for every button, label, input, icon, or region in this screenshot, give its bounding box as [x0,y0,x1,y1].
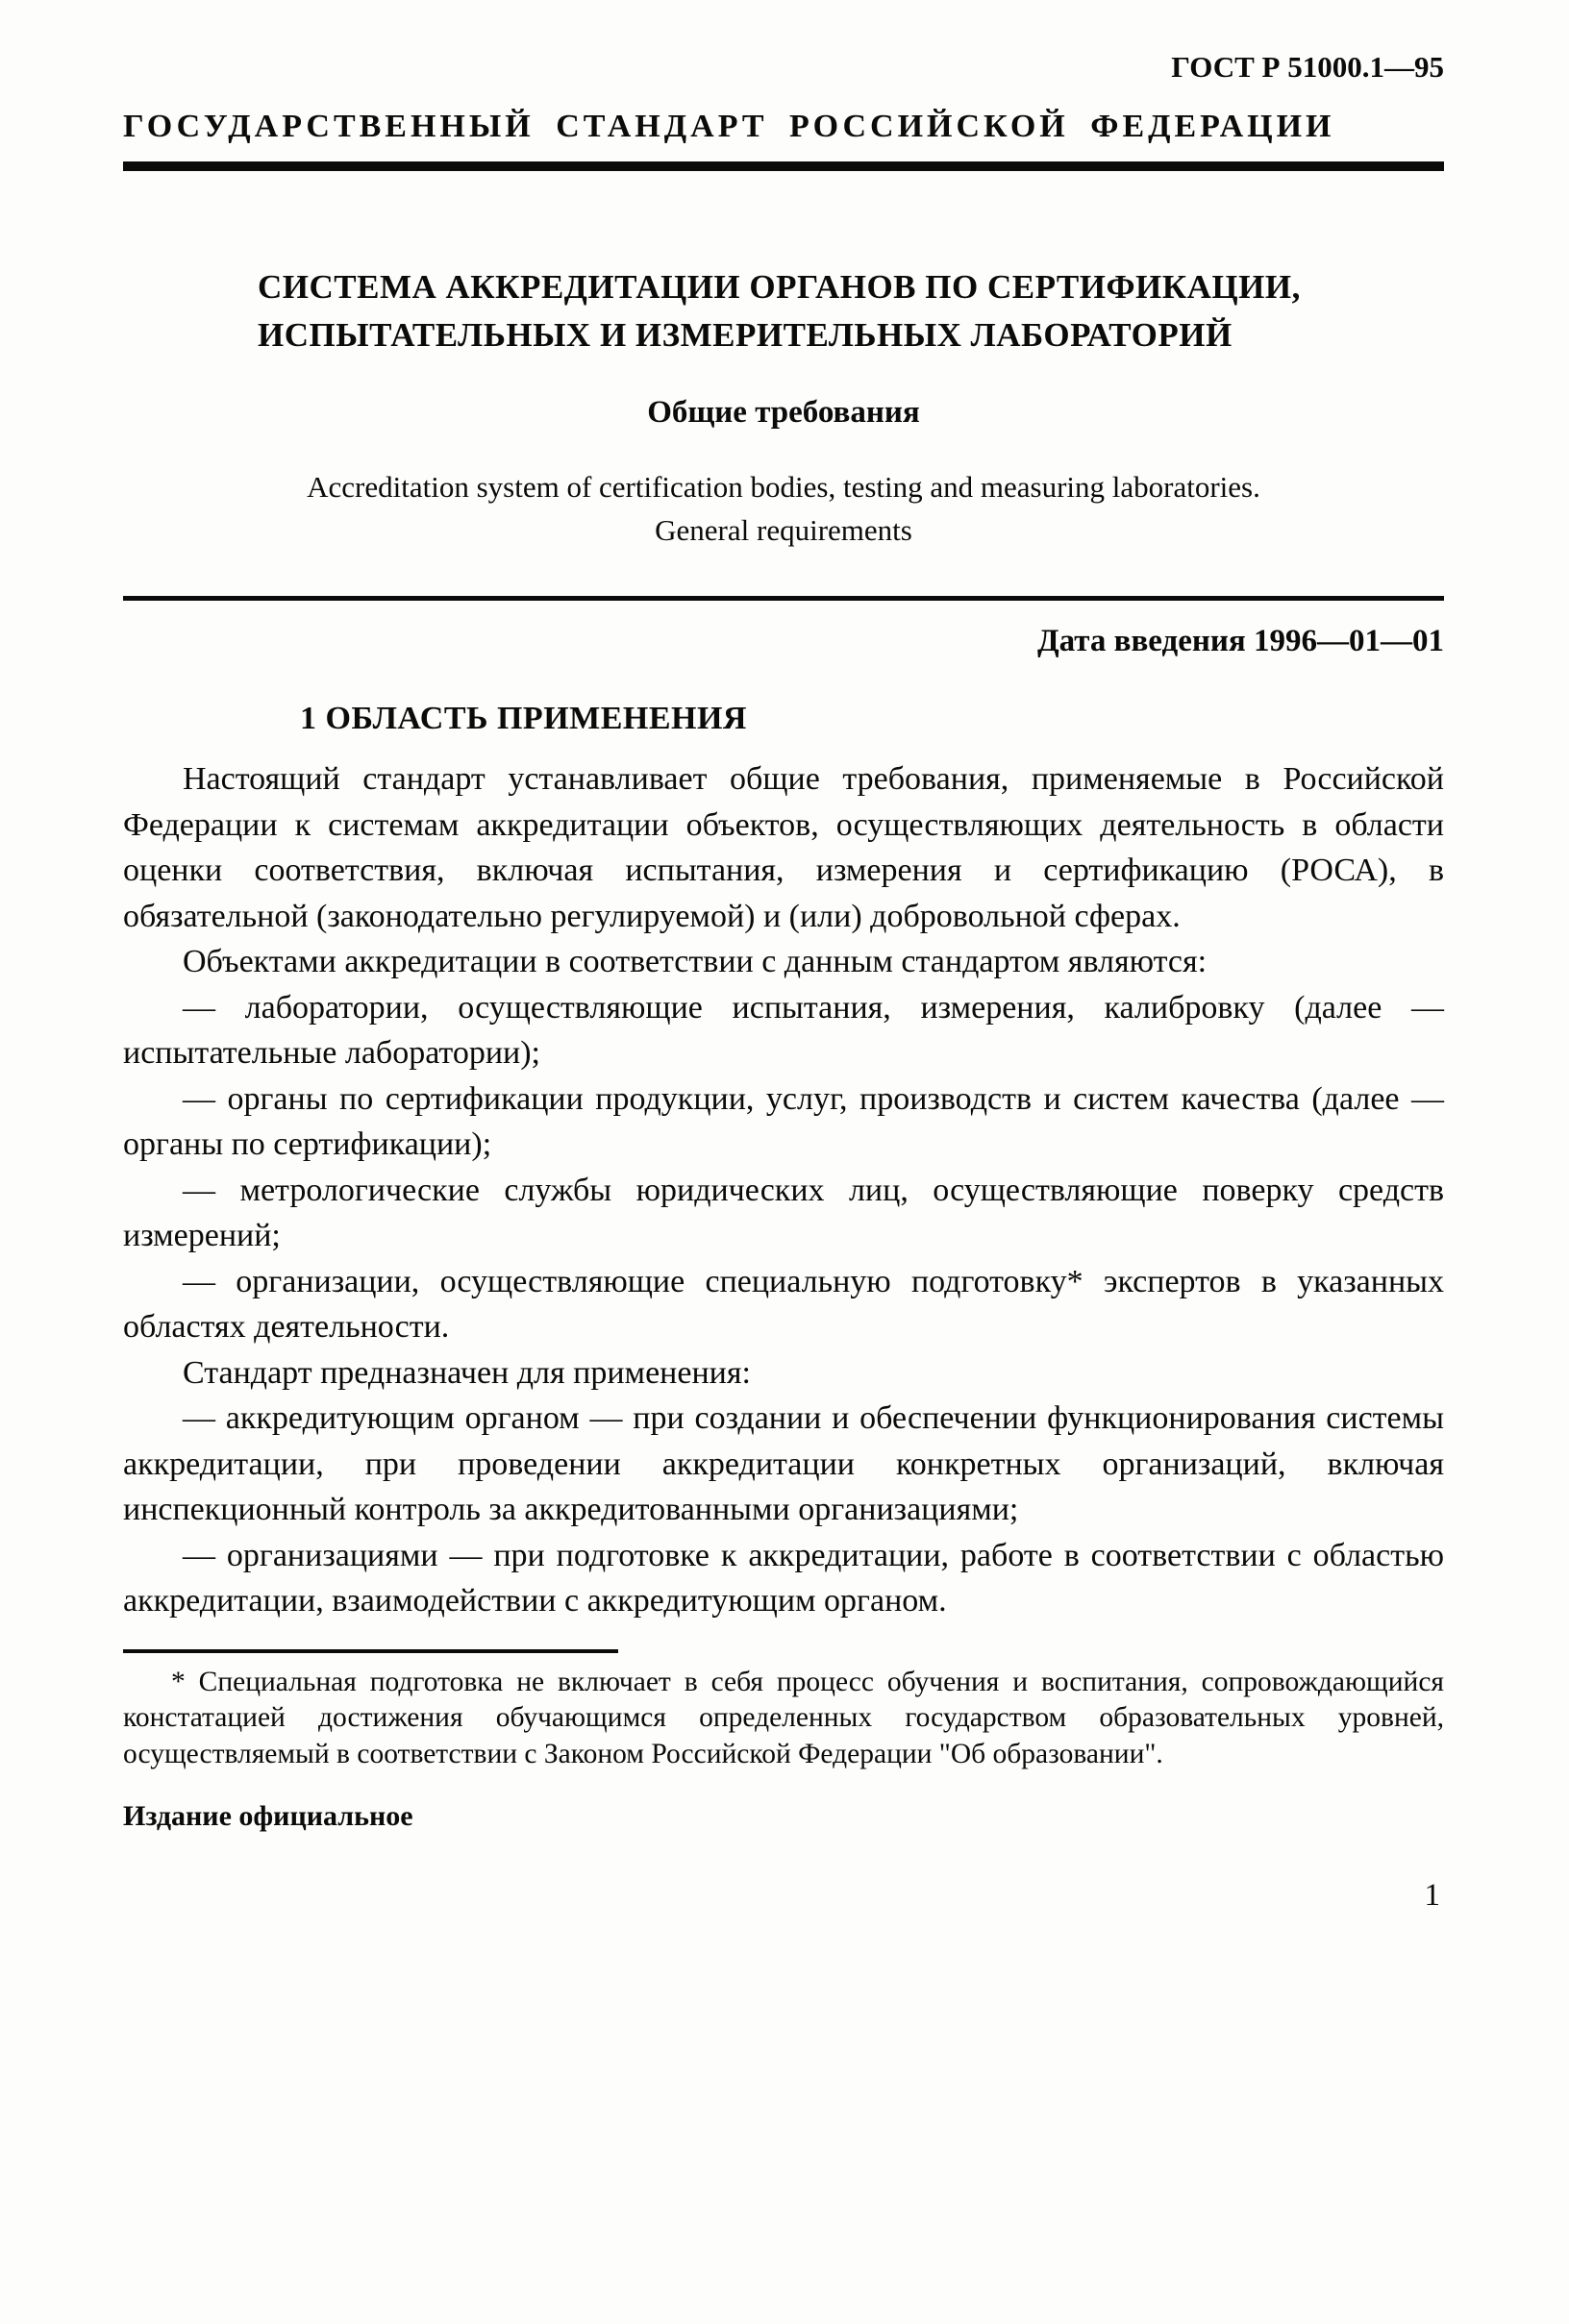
body-paragraph: — организации, осуществляющие специальную подготовку* экспертов в указанных областях деятельности. [123,1263,1444,1345]
body-paragraph: — организациями — при подготовке к аккредитации, работе в соответствии с областью аккредитации, взаимодействии с аккредитующим органом. [123,1537,1444,1619]
page-number: 1 [1424,1878,1440,1913]
document-title-english-line2: General requirements [655,513,912,547]
document-title [258,263,1444,359]
document-title-english [123,465,1444,552]
body-paragraph: — органы по сертификации продукции, услуг, производств и систем качества (далее — органы по сертификации); [123,1080,1444,1162]
document-title-line2: ИСПЫТАТЕЛЬНЫХ И ИЗМЕРИТЕЛЬНЫХ ЛАБОРАТОРИЙ [258,316,1233,354]
body-paragraph: — метрологические службы юридических лиц, осуществляющие поверку средств измерений; [123,1172,1444,1253]
header-rule [123,161,1444,171]
document-code: ГОСТ Р 51000.1—95 [1171,50,1444,84]
section-heading-scope: 1 ОБЛАСТЬ ПРИМЕНЕНИЯ [300,701,747,736]
body-paragraph: Настоящий стандарт устанавливает общие требования, применяемые в Российской Федерации к системам аккредитации объектов, осуществляющих деятельность в области оценки соответствия, включая испытания, измерения и сертификацию (РОСА), в обязательной (законодательно регулируемой) и (или) добровольной сферах. [123,761,1444,934]
edition-note: Издание официальное [123,1800,413,1832]
document-title-english-line1: Accreditation system of certification bodies, testing and measuring laboratories. [307,470,1260,504]
body-text [123,756,1444,1624]
effective-date: Дата введения 1996—01—01 [1036,624,1444,658]
footnote-text: * Специальная подготовка не включает в себя процесс обучения и воспитания, сопровождающийся констатацией достижения обучающимся определенных государством образовательных уровней, осуществляемый в соответствии с Законом Российской Федерации "Об образовании". [123,1666,1444,1769]
body-paragraph: — лаборатории, осуществляющие испытания, измерения, калибровку (далее — испытательные лаборатории); [123,989,1444,1071]
government-standard-header: ГОСУДАРСТВЕННЫЙ СТАНДАРТ РОССИЙСКОЙ ФЕДЕРАЦИИ [123,109,1335,144]
document-subtitle: Общие требования [647,395,920,430]
body-paragraph: — аккредитующим органом — при создании и обеспечении функционирования системы аккредитации, при проведении аккредитации конкретных организаций, включая инспекционный контроль за аккредитованными организациями; [123,1400,1444,1527]
separator-rule [123,596,1444,601]
footnote-rule [123,1649,618,1653]
footnote [123,1665,1444,1773]
document-title-line1: СИСТЕМА АККРЕДИТАЦИИ ОРГАНОВ ПО СЕРТИФИКАЦИИ, [258,268,1301,306]
body-paragraph: Стандарт предназначен для применения: [183,1354,751,1391]
body-paragraph: Объектами аккредитации в соответствии с данным стандартом являются: [183,944,1208,979]
